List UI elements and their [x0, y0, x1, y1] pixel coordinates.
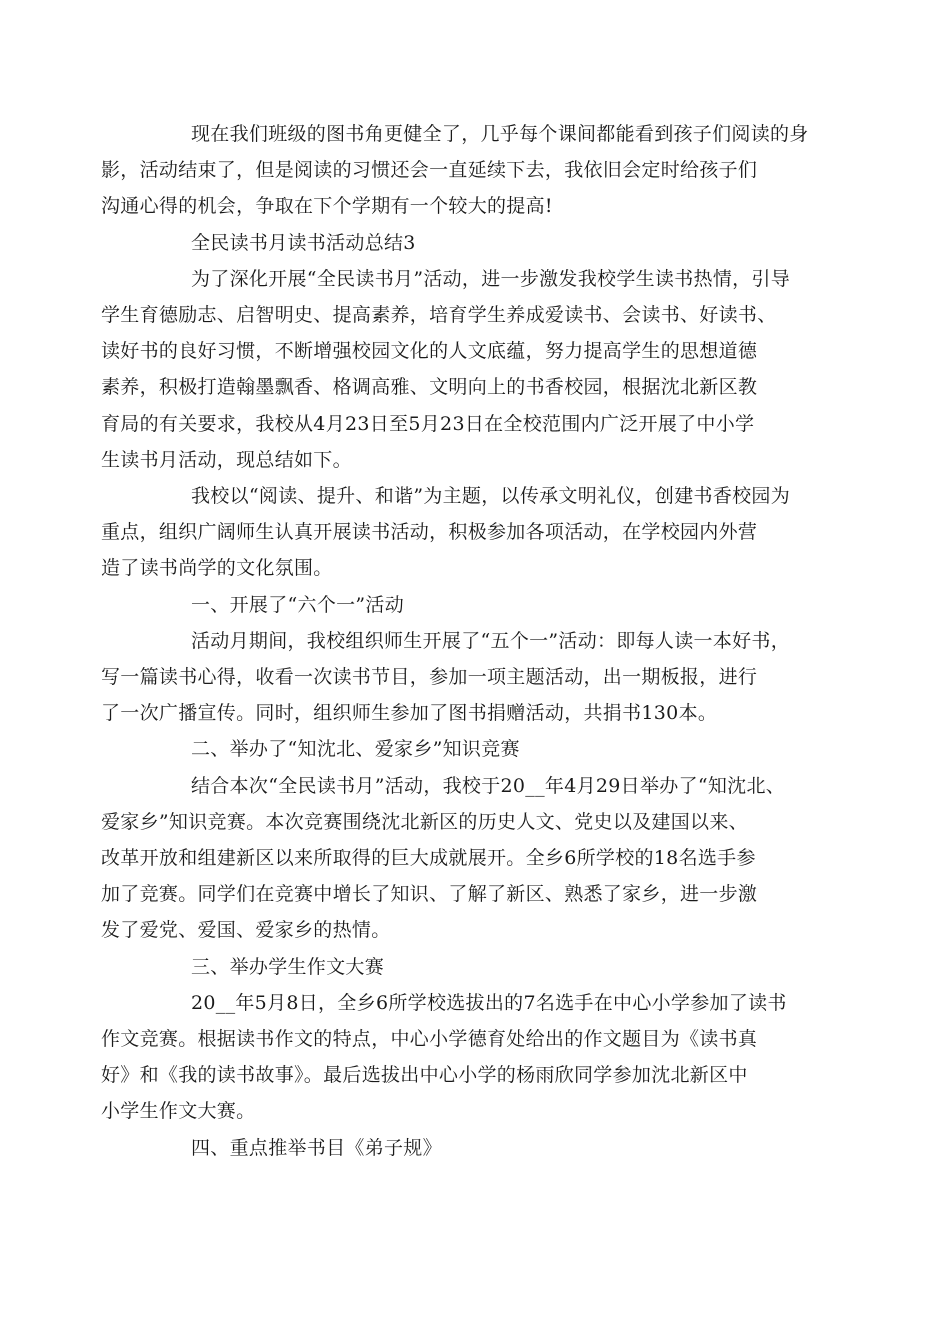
text-line: 沟通心得的机会，争取在下个学期有一个较大的提高!	[101, 195, 553, 218]
text-line: 生读书月活动，现总结如下。	[101, 448, 352, 471]
text-line: 加了竞赛。同学们在竞赛中增长了知识、了解了新区、熟悉了家乡，进一步激	[101, 883, 758, 906]
text-line: 素养，积极打造翰墨飘香、格调高雅、文明向上的书香校园，根据沈北新区教	[101, 376, 758, 399]
text-line: 了一次广播宣传。同时，组织师生参加了图书捐赠活动，共捐书130本。	[101, 702, 718, 725]
text-line: 我校以“阅读、提升、和谐”为主题，以传承文明礼仪，创建书香校园为	[191, 485, 791, 508]
document-body	[101, 116, 810, 1166]
paragraph-reading-corner	[101, 116, 810, 225]
paragraph-knowledge-contest	[101, 768, 810, 949]
text-line: 20__年5月8日，全乡6所学校选拔出的7名选手在中心小学参加了读书	[191, 991, 787, 1014]
section-heading-summary-3: 全民读书月读书活动总结3	[191, 231, 416, 254]
text-line: 改革开放和组建新区以来所取得的巨大成就展开。全乡6所学校的18名选手参	[101, 847, 756, 870]
text-line: 作文竞赛。根据读书作文的特点，中心小学德育处给出的作文题目为《读书真	[101, 1028, 758, 1051]
text-line: 造了读书尚学的文化氛围。	[101, 557, 333, 580]
section-heading-three: 三、举办学生作文大赛	[191, 955, 385, 978]
paragraph-essay-contest	[101, 985, 810, 1130]
paragraph-theme	[101, 478, 810, 587]
text-line: 写一篇读书心得，收看一次读书节目，参加一项主题活动，出一期板报，进行	[101, 666, 758, 689]
text-line: 影，活动结束了，但是阅读的习惯还会一直延续下去，我依旧会定时给孩子们	[101, 159, 758, 182]
section-heading-one: 一、开展了“六个一”活动	[191, 593, 405, 616]
section-heading-two: 二、举办了“知沈北、爱家乡”知识竞赛	[191, 738, 520, 761]
text-line: 爱家乡”知识竞赛。本次竞赛围绕沈北新区的历史人文、党史以及建国以来、	[101, 810, 748, 833]
text-line: 结合本次“全民读书月”活动，我校于20__年4月29日举办了“知沈北、	[191, 774, 786, 797]
text-line: 发了爱党、爱国、爱家乡的热情。	[101, 919, 391, 942]
text-line: 活动月期间，我校组织师生开展了“五个一”活动：即每人读一本好书，	[191, 629, 791, 652]
text-line: 学生育德励志、启智明史、提高素养，培育学生养成爱读书、会读书、好读书、	[101, 304, 777, 327]
text-line: 现在我们班级的图书角更健全了，几乎每个课间都能看到孩子们阅读的身	[191, 123, 809, 145]
paragraph-intro	[101, 261, 810, 478]
text-line: 育局的有关要求，我校从4月23日至5月23日在全校范围内广泛开展了中小学	[101, 412, 755, 435]
section-heading-four: 四、重点推举书目《弟子规》	[191, 1136, 442, 1159]
text-line: 小学生作文大赛。	[101, 1100, 256, 1123]
text-line: 重点，组织广阔师生认真开展读书活动，积极参加各项活动，在学校园内外营	[101, 521, 758, 544]
text-line: 读好书的良好习惯，不断增强校园文化的人文底蕴，努力提高学生的思想道德	[101, 340, 758, 363]
text-line: 好》和《我的读书故事》。最后选拔出中心小学的杨雨欣同学参加沈北新区中	[101, 1064, 748, 1087]
paragraph-five-ones	[101, 623, 810, 732]
text-line: 为了深化开展“全民读书月”活动，进一步激发我校学生读书热情，引导	[191, 267, 791, 290]
